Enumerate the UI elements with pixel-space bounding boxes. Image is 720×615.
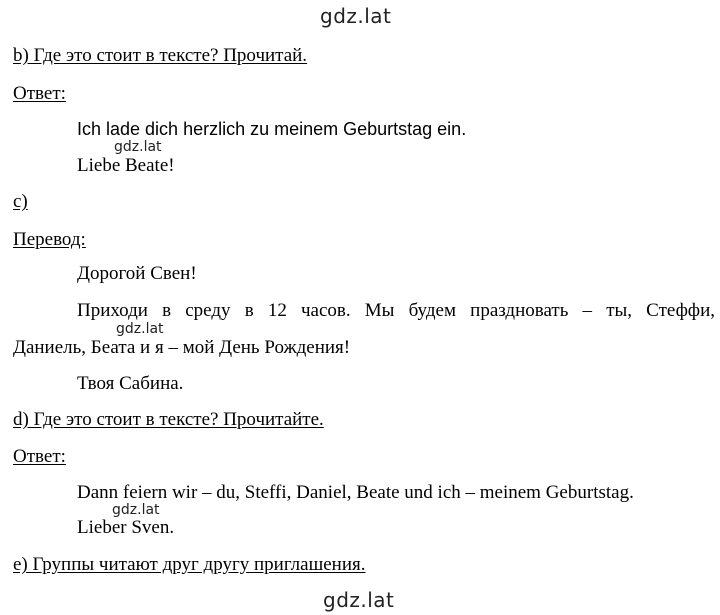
section-d-heading: d) Где это стоит в тексте? Прочитайте. bbox=[13, 409, 324, 430]
section-c-translation-label: Перевод: bbox=[13, 229, 86, 250]
section-d-line-2: Lieber Sven. bbox=[77, 517, 175, 538]
section-c-greeting: Дорогой Свен! bbox=[77, 263, 197, 284]
section-b-heading: b) Где это стоит в тексте? Прочитай. bbox=[13, 45, 308, 66]
section-c-paragraph-line-2: Даниель, Беата и я – мой День Рождения! bbox=[13, 337, 351, 358]
section-d-line-1: Dann feiern wir – du, Steffi, Daniel, Beate und ich – meinem Geburtstag. bbox=[77, 482, 634, 503]
section-c-heading: c) bbox=[13, 191, 28, 212]
section-c-signature: Твоя Сабина. bbox=[77, 373, 184, 394]
watermark-inline-1: gdz.lat bbox=[114, 139, 162, 155]
section-c-paragraph-line-1: Приходи в среду в 12 часов. Мы будем праздновать – ты, Стеффи, bbox=[77, 300, 715, 321]
section-b-line-2: Liebe Beate! bbox=[77, 155, 175, 176]
section-b-line-1: Ich lade dich herzlich zu meinem Geburtstag ein. bbox=[77, 119, 467, 139]
section-d-answer-label: Ответ: bbox=[13, 446, 66, 467]
watermark-top: gdz.lat bbox=[320, 4, 392, 28]
watermark-inline-2: gdz.lat bbox=[116, 321, 164, 337]
watermark-bottom: gdz.lat bbox=[323, 588, 395, 612]
section-e-heading: e) Группы читают друг другу приглашения. bbox=[13, 554, 366, 575]
watermark-inline-3: gdz.lat bbox=[112, 502, 160, 518]
section-b-answer-label: Ответ: bbox=[13, 83, 66, 104]
